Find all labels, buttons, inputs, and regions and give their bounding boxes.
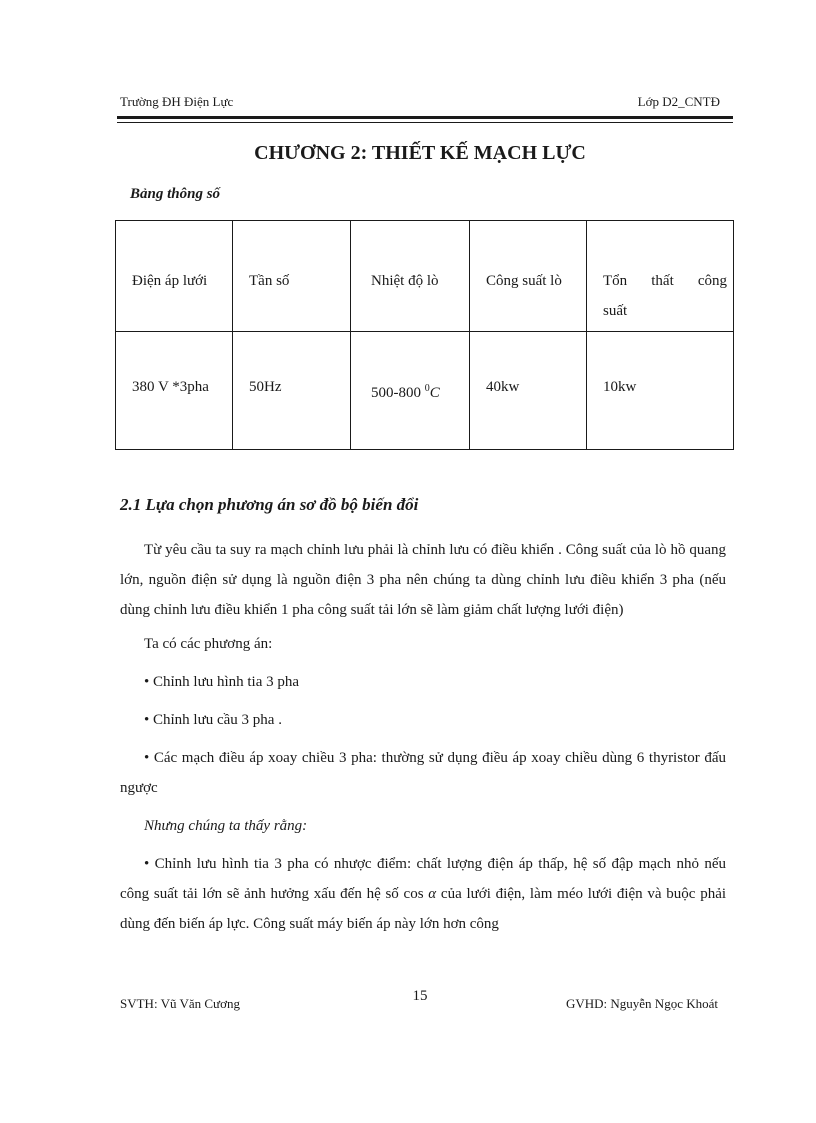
page-number: 15 [412,988,428,1004]
value-frequency: 50Hz [249,379,282,395]
table-value-row [116,332,734,450]
value-loss: 10kw [603,379,637,395]
value-temperature [351,332,469,408]
header-loss [587,221,733,326]
header-school: Trường ĐH Điện Lực [120,94,234,109]
bullet-half-wave-drawback [120,849,726,939]
value-voltage: 380 V *3pha [132,379,209,395]
table-cell [470,221,587,332]
body-text [120,535,726,947]
table-cell [116,221,233,332]
header-frequency: Tần số [249,273,290,289]
table-cell [116,332,233,450]
paragraph-requirement: Từ yêu cầu ta suy ra mạch chỉnh lưu phải là chỉnh lưu có điều khiển . Công suất của lò hồ quang lớn, nguồn điện sử dụng là nguồn điện 3 pha nên chúng ta dùng chỉnh lưu điều khiển 3 pha (nếu dùng chỉnh lưu điều khiển 1 pha công suất tải lớn sẽ làm giảm chất lượng lưới điện) [120,542,726,618]
table-cell [233,332,351,450]
header-loss-line1: Tổn thất công [603,273,727,289]
header-rule-thick [117,116,733,119]
degree-sup: 0 [424,383,430,394]
header-voltage: Điện áp lưới [132,273,208,289]
table-cell [587,332,734,450]
celsius-unit: C [429,385,440,401]
table-cell [233,221,351,332]
alpha-symbol: α [428,886,437,902]
table-cell [470,332,587,450]
table-cell [587,221,734,332]
drawback-text-a: • Chỉnh lưu hình tia 3 pha có nhược điểm: chất lượng điện áp thấp, hệ số đập mạch nhỏ nếu công suất tải lớn sẽ ảnh hưởng xấu đến hệ số cos [120,856,726,902]
table-cell [351,332,470,450]
section-heading: 2.1 Lựa chọn phương án sơ đồ bộ biến đổi [120,495,419,514]
parameter-table [115,220,734,450]
header-temperature: Nhiệt độ lò [371,273,439,289]
footer-student: SVTH: Vũ Văn Cương [120,996,240,1011]
bullet-ac-regulator: • Các mạch điều áp xoay chiều 3 pha: thường sử dụng điều áp xoay chiều dùng 6 thyristor đấu ngược [120,750,726,796]
bullet-bridge: • Chỉnh lưu cầu 3 pha . [144,712,282,728]
paragraph-options-intro: Ta có các phương án: [144,636,273,652]
table-header-row [116,221,734,332]
chapter-title: CHƯƠNG 2: THIẾT KẾ MẠCH LỰC [254,142,586,164]
bullet-half-wave: • Chỉnh lưu hình tia 3 pha [144,674,300,690]
header-class: Lớp D2_CNTĐ [637,94,720,109]
drawback-text-b: của lưới điện, làm méo lưới điện và buộc phải dùng đến biến áp lực. Công suất máy biến áp này lớn hơn công [120,886,727,932]
header-loss-line2: suất [603,303,628,319]
footer-supervisor: GVHD: Nguyễn Ngọc Khoát [565,996,718,1011]
header-rule-thin [117,122,733,123]
value-power: 40kw [486,379,520,395]
header-power: Công suất lò [486,273,562,289]
table-caption: Bảng thông số [130,186,221,202]
paragraph-observation: Nhưng chúng ta thấy rằng: [144,818,308,834]
table-cell [351,221,470,332]
temperature-range: 500-800 [371,385,421,401]
